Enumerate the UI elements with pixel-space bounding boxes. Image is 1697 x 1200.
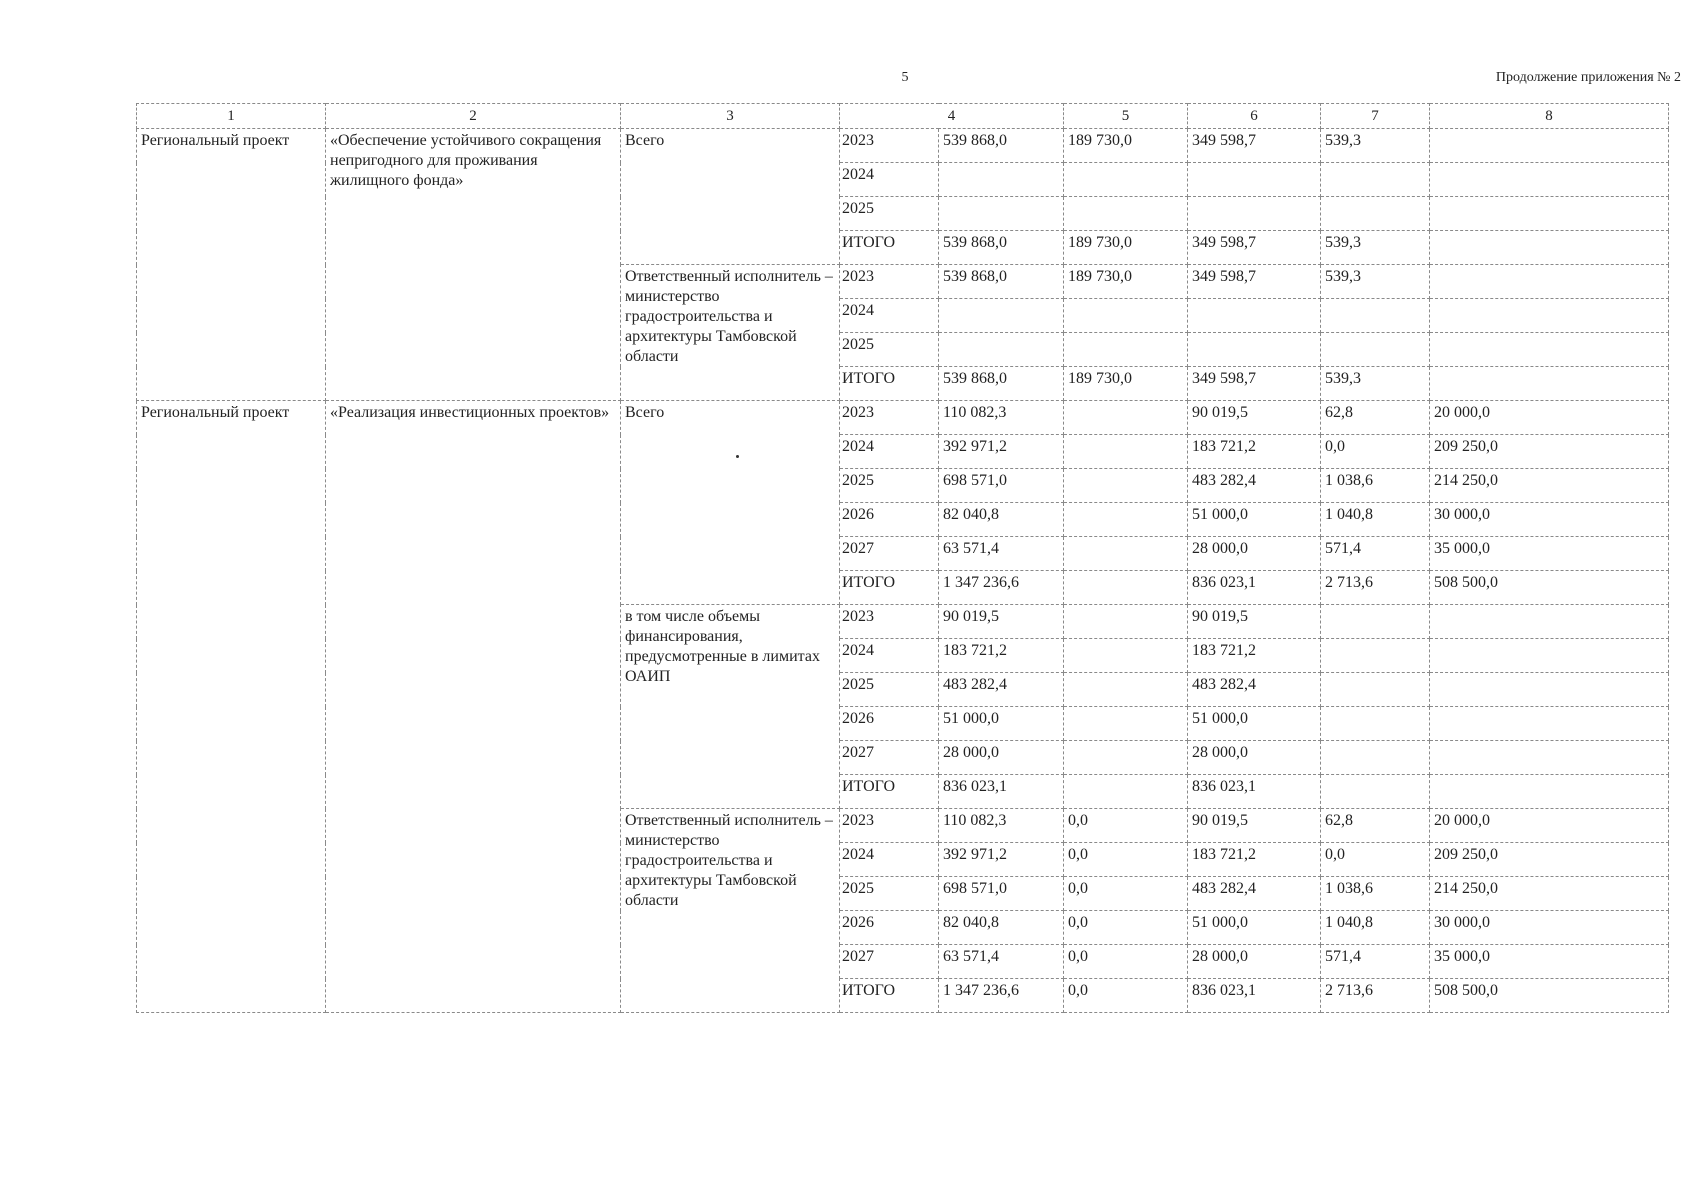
col-5-value	[1064, 435, 1188, 469]
year-cell: 2023	[840, 129, 939, 163]
col-7-value	[1321, 673, 1430, 707]
col-8-value	[1430, 333, 1669, 367]
col-4-value: 392 971,2	[939, 435, 1064, 469]
col-6-value: 349 598,7	[1188, 265, 1321, 299]
col-5-value	[1064, 537, 1188, 571]
year-cell: 2025	[840, 469, 939, 503]
page-number: 5	[901, 70, 909, 85]
col-5-value	[1064, 741, 1188, 775]
year-cell: 2023	[840, 265, 939, 299]
project-name-cell: «Реализация инвестиционных проектов»	[326, 401, 621, 1013]
year-cell: 2027	[840, 945, 939, 979]
col-6-value: 483 282,4	[1188, 877, 1321, 911]
col-8-value	[1430, 299, 1669, 333]
col-7-value	[1321, 163, 1430, 197]
col-5-value	[1064, 707, 1188, 741]
col-8-value	[1430, 367, 1669, 401]
col-6-value	[1188, 163, 1321, 197]
year-cell: ИТОГО	[840, 979, 939, 1013]
col-8-value: 35 000,0	[1430, 537, 1669, 571]
col-4-value: 1 347 236,6	[939, 979, 1064, 1013]
col-6-value	[1188, 333, 1321, 367]
table-body	[137, 129, 1669, 1013]
col-5-value	[1064, 775, 1188, 809]
col-8-value: 214 250,0	[1430, 469, 1669, 503]
table-row	[137, 401, 1669, 435]
col-8-value: 209 250,0	[1430, 843, 1669, 877]
col-6-value: 51 000,0	[1188, 911, 1321, 945]
col-8-value: 20 000,0	[1430, 401, 1669, 435]
col-8-value: 30 000,0	[1430, 503, 1669, 537]
col-4-value: 698 571,0	[939, 469, 1064, 503]
col-8-value: 214 250,0	[1430, 877, 1669, 911]
col-5-value: 0,0	[1064, 979, 1188, 1013]
col-7-value: 62,8	[1321, 401, 1430, 435]
col-4-value: 539 868,0	[939, 265, 1064, 299]
col-4-value: 698 571,0	[939, 877, 1064, 911]
col-4-value: 1 347 236,6	[939, 571, 1064, 605]
col-5-value	[1064, 333, 1188, 367]
group-label-cell: Всего	[621, 401, 840, 605]
col-4-value: 110 082,3	[939, 401, 1064, 435]
col-5-value: 189 730,0	[1064, 231, 1188, 265]
col-8-value	[1430, 639, 1669, 673]
col-5-value	[1064, 673, 1188, 707]
col-6-value: 51 000,0	[1188, 503, 1321, 537]
col-6-value: 836 023,1	[1188, 571, 1321, 605]
col-5-value	[1064, 163, 1188, 197]
col-8-value	[1430, 163, 1669, 197]
col-7-value: 539,3	[1321, 265, 1430, 299]
col-5-value	[1064, 503, 1188, 537]
col-4-value: 82 040,8	[939, 911, 1064, 945]
col-5-value: 189 730,0	[1064, 265, 1188, 299]
appendix-table	[136, 103, 1669, 1013]
col-7-value: 0,0	[1321, 843, 1430, 877]
year-cell: 2027	[840, 537, 939, 571]
col-5-value: 0,0	[1064, 945, 1188, 979]
col-4-value: 110 082,3	[939, 809, 1064, 843]
col-7-value: 2 713,6	[1321, 571, 1430, 605]
col-8-value	[1430, 129, 1669, 163]
year-cell: ИТОГО	[840, 775, 939, 809]
header-col-3: 3	[621, 104, 840, 129]
year-cell: ИТОГО	[840, 231, 939, 265]
col-6-value: 28 000,0	[1188, 945, 1321, 979]
col-7-value: 1 038,6	[1321, 469, 1430, 503]
col-7-value	[1321, 197, 1430, 231]
col-7-value	[1321, 639, 1430, 673]
col-5-value: 0,0	[1064, 911, 1188, 945]
header-col-8: 8	[1430, 104, 1669, 129]
col-7-value	[1321, 605, 1430, 639]
year-cell: 2025	[840, 673, 939, 707]
year-cell: 2024	[840, 843, 939, 877]
col-6-value: 90 019,5	[1188, 809, 1321, 843]
col-7-value: 1 040,8	[1321, 503, 1430, 537]
col-5-value	[1064, 197, 1188, 231]
header-col-1: 1	[137, 104, 326, 129]
year-cell: 2026	[840, 911, 939, 945]
col-8-value	[1430, 707, 1669, 741]
header-row	[137, 104, 1669, 129]
col-4-value: 539 868,0	[939, 231, 1064, 265]
col-7-value	[1321, 333, 1430, 367]
col-8-value: 30 000,0	[1430, 911, 1669, 945]
col-4-value: 51 000,0	[939, 707, 1064, 741]
col-4-value: 63 571,4	[939, 537, 1064, 571]
col-5-value	[1064, 605, 1188, 639]
year-cell: ИТОГО	[840, 571, 939, 605]
year-cell: 2024	[840, 299, 939, 333]
year-cell: 2023	[840, 401, 939, 435]
col-8-value	[1430, 231, 1669, 265]
year-cell: 2024	[840, 163, 939, 197]
col-8-value	[1430, 197, 1669, 231]
col-8-value	[1430, 605, 1669, 639]
col-5-value	[1064, 469, 1188, 503]
project-name-cell: «Обеспечение устойчивого сокращения непригодного для проживания жилищного фонда»	[326, 129, 621, 401]
col-7-value: 0,0	[1321, 435, 1430, 469]
col-6-value: 349 598,7	[1188, 367, 1321, 401]
col-6-value: 836 023,1	[1188, 775, 1321, 809]
col-4-value: 539 868,0	[939, 129, 1064, 163]
col-7-value	[1321, 741, 1430, 775]
col-8-value	[1430, 775, 1669, 809]
col-8-value: 508 500,0	[1430, 571, 1669, 605]
col-6-value	[1188, 299, 1321, 333]
col-7-value: 2 713,6	[1321, 979, 1430, 1013]
col-6-value: 836 023,1	[1188, 979, 1321, 1013]
col-4-value: 90 019,5	[939, 605, 1064, 639]
col-6-value: 483 282,4	[1188, 673, 1321, 707]
col-8-value: 35 000,0	[1430, 945, 1669, 979]
col-7-value: 539,3	[1321, 129, 1430, 163]
year-cell: 2025	[840, 197, 939, 231]
col-4-value: 539 868,0	[939, 367, 1064, 401]
group-label-cell: Ответственный исполнитель – министерство градостроительства и архитектуры Тамбовской области	[621, 809, 840, 1013]
col-5-value: 0,0	[1064, 809, 1188, 843]
col-5-value	[1064, 571, 1188, 605]
col-8-value	[1430, 741, 1669, 775]
col-4-value: 483 282,4	[939, 673, 1064, 707]
table-header	[137, 104, 1669, 129]
col-6-value: 51 000,0	[1188, 707, 1321, 741]
col-7-value	[1321, 775, 1430, 809]
col-7-value	[1321, 707, 1430, 741]
col-8-value: 508 500,0	[1430, 979, 1669, 1013]
header-col-5: 5	[1064, 104, 1188, 129]
year-cell: 2024	[840, 435, 939, 469]
col-5-value	[1064, 639, 1188, 673]
year-cell: 2027	[840, 741, 939, 775]
col-4-value: 836 023,1	[939, 775, 1064, 809]
col-6-value: 183 721,2	[1188, 843, 1321, 877]
col-6-value: 183 721,2	[1188, 639, 1321, 673]
project-type-cell: Региональный проект	[137, 129, 326, 401]
col-6-value	[1188, 197, 1321, 231]
col-6-value: 349 598,7	[1188, 129, 1321, 163]
header-col-7: 7	[1321, 104, 1430, 129]
year-cell: 2026	[840, 707, 939, 741]
col-8-value: 20 000,0	[1430, 809, 1669, 843]
col-6-value: 28 000,0	[1188, 741, 1321, 775]
col-5-value: 189 730,0	[1064, 367, 1188, 401]
col-5-value	[1064, 401, 1188, 435]
col-6-value: 349 598,7	[1188, 231, 1321, 265]
col-4-value: 28 000,0	[939, 741, 1064, 775]
year-cell: 2025	[840, 877, 939, 911]
col-6-value: 28 000,0	[1188, 537, 1321, 571]
continuation-label: Продолжение приложения № 2	[1495, 70, 1681, 85]
col-7-value	[1321, 299, 1430, 333]
col-7-value: 1 038,6	[1321, 877, 1430, 911]
header-col-6: 6	[1188, 104, 1321, 129]
col-7-value: 571,4	[1321, 537, 1430, 571]
table-row	[137, 129, 1669, 163]
col-4-value: 392 971,2	[939, 843, 1064, 877]
col-7-value: 1 040,8	[1321, 911, 1430, 945]
col-8-value: 209 250,0	[1430, 435, 1669, 469]
col-6-value: 90 019,5	[1188, 605, 1321, 639]
header-col-4: 4	[840, 104, 1064, 129]
year-cell: 2026	[840, 503, 939, 537]
year-cell: 2025	[840, 333, 939, 367]
col-8-value	[1430, 673, 1669, 707]
col-7-value: 571,4	[1321, 945, 1430, 979]
col-7-value: 62,8	[1321, 809, 1430, 843]
col-4-value	[939, 333, 1064, 367]
year-cell: ИТОГО	[840, 367, 939, 401]
col-5-value: 0,0	[1064, 843, 1188, 877]
col-4-value	[939, 299, 1064, 333]
col-6-value: 183 721,2	[1188, 435, 1321, 469]
col-4-value	[939, 197, 1064, 231]
col-7-value: 539,3	[1321, 231, 1430, 265]
col-5-value: 0,0	[1064, 877, 1188, 911]
col-7-value: 539,3	[1321, 367, 1430, 401]
project-type-cell: Региональный проект	[137, 401, 326, 1013]
col-4-value: 63 571,4	[939, 945, 1064, 979]
col-4-value	[939, 163, 1064, 197]
col-6-value: 90 019,5	[1188, 401, 1321, 435]
col-6-value: 483 282,4	[1188, 469, 1321, 503]
col-4-value: 183 721,2	[939, 639, 1064, 673]
col-8-value	[1430, 265, 1669, 299]
year-cell: 2023	[840, 605, 939, 639]
year-cell: 2024	[840, 639, 939, 673]
year-cell: 2023	[840, 809, 939, 843]
group-label-cell: Ответственный исполнитель – министерство градостроительства и архитектуры Тамбовской области	[621, 265, 840, 401]
group-label-cell: в том числе объемы финансирования, предусмотренные в лимитах ОАИП	[621, 605, 840, 809]
col-5-value: 189 730,0	[1064, 129, 1188, 163]
col-5-value	[1064, 299, 1188, 333]
col-4-value: 82 040,8	[939, 503, 1064, 537]
header-col-2: 2	[326, 104, 621, 129]
group-label-cell: Всего	[621, 129, 840, 265]
